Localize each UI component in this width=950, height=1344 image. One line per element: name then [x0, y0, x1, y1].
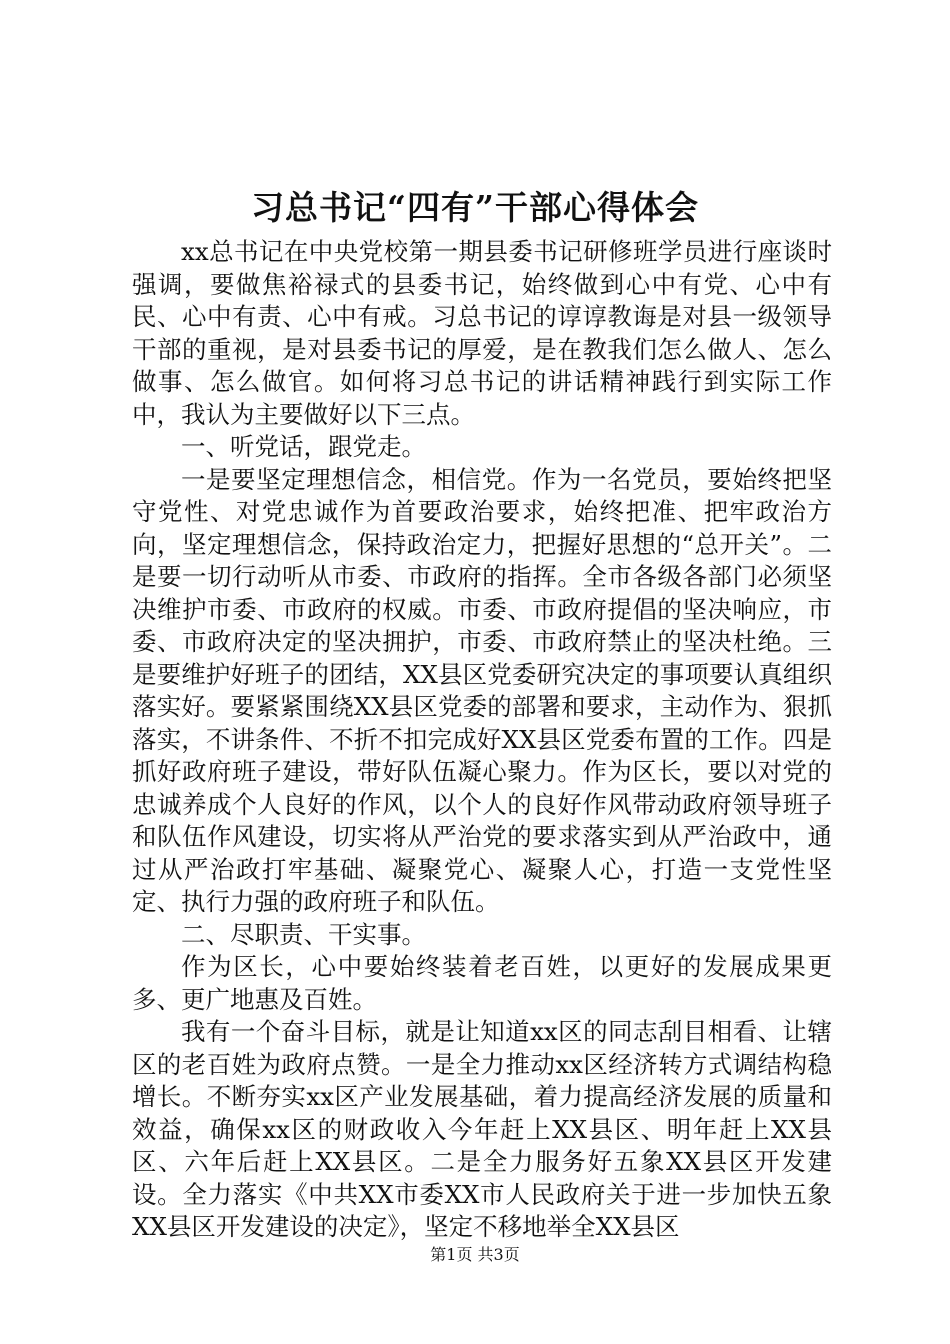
document-body	[132, 236, 832, 1244]
document-title: 习总书记“四有”干部心得体会	[251, 188, 699, 227]
section-heading-1: 一、听党话，跟党走。	[181, 432, 426, 461]
paragraph-section-2a: 作为区长，心中要始终装着老百姓，以更好的发展成果更多、更广地惠及百姓。	[132, 952, 832, 1014]
paragraph-section-1: 一是要坚定理想信念，相信党。作为一名党员，要始终把坚守党性、对党忠诚作为首要政治要求，始终把准、把牢政治方向，坚定理想信念，保持政治定力，把握好思想的“总开关”。二是要一切行动听从市委、市政府的指挥。全市各级各部门必须坚决维护市委、市政府的权威。市委、市政府提倡的坚决响应，市委、市政府决定的坚决拥护，市委、市政府禁止的坚决杜绝。三是要维护好班子的团结，XX县区党委研究决定的事项要认真组织落实好。要紧紧围绕XX县区党委的部署和要求，主动作为、狠抓落实，不讲条件、不折不扣完成好XX县区党委布置的工作。四是抓好政府班子建设，带好队伍凝心聚力。作为区长，要以对党的忠诚养成个人良好的作风，以个人的良好作风带动政府领导班子和队伍作风建设，切实将从严治党的要求落实到从严治政中，通过从严治政打牢基础、凝聚党心、凝聚人心，打造一支党性坚定、执行力强的政府班子和队伍。	[132, 464, 832, 916]
page-indicator: 第1页 共3页	[430, 1245, 520, 1264]
paragraph-section-2b: 我有一个奋斗目标，就是让知道xx区的同志刮目相看、让辖区的老百姓为政府点赞。一是全力推动xx区经济转方式调结构稳增长。不断夯实xx区产业发展基础，着力提高经济发展的质量和效益，确保xx区的财政收入今年赶上XX县区、明年赶上XX县区、六年后赶上XX县区。二是全力服务好五象XX县区开发建设。全力落实《中共XX市委XX市人民政府关于进一步加快五象XX县区开发建设的决定》，坚定不移地举全XX县区	[132, 1017, 832, 1241]
paragraph-intro: xx总书记在中央党校第一期县委书记研修班学员进行座谈时强调，要做焦裕禄式的县委书记，始终做到心中有党、心中有民、心中有责、心中有戒。习总书记的谆谆教诲是对县一级领导干部的重视，是对县委书记的厚爱，是在教我们怎么做人、怎么做事、怎么做官。如何将习总书记的讲话精神践行到实际工作中，我认为主要做好以下三点。	[132, 237, 832, 429]
section-heading-2: 二、尽职责、干实事。	[181, 919, 426, 949]
